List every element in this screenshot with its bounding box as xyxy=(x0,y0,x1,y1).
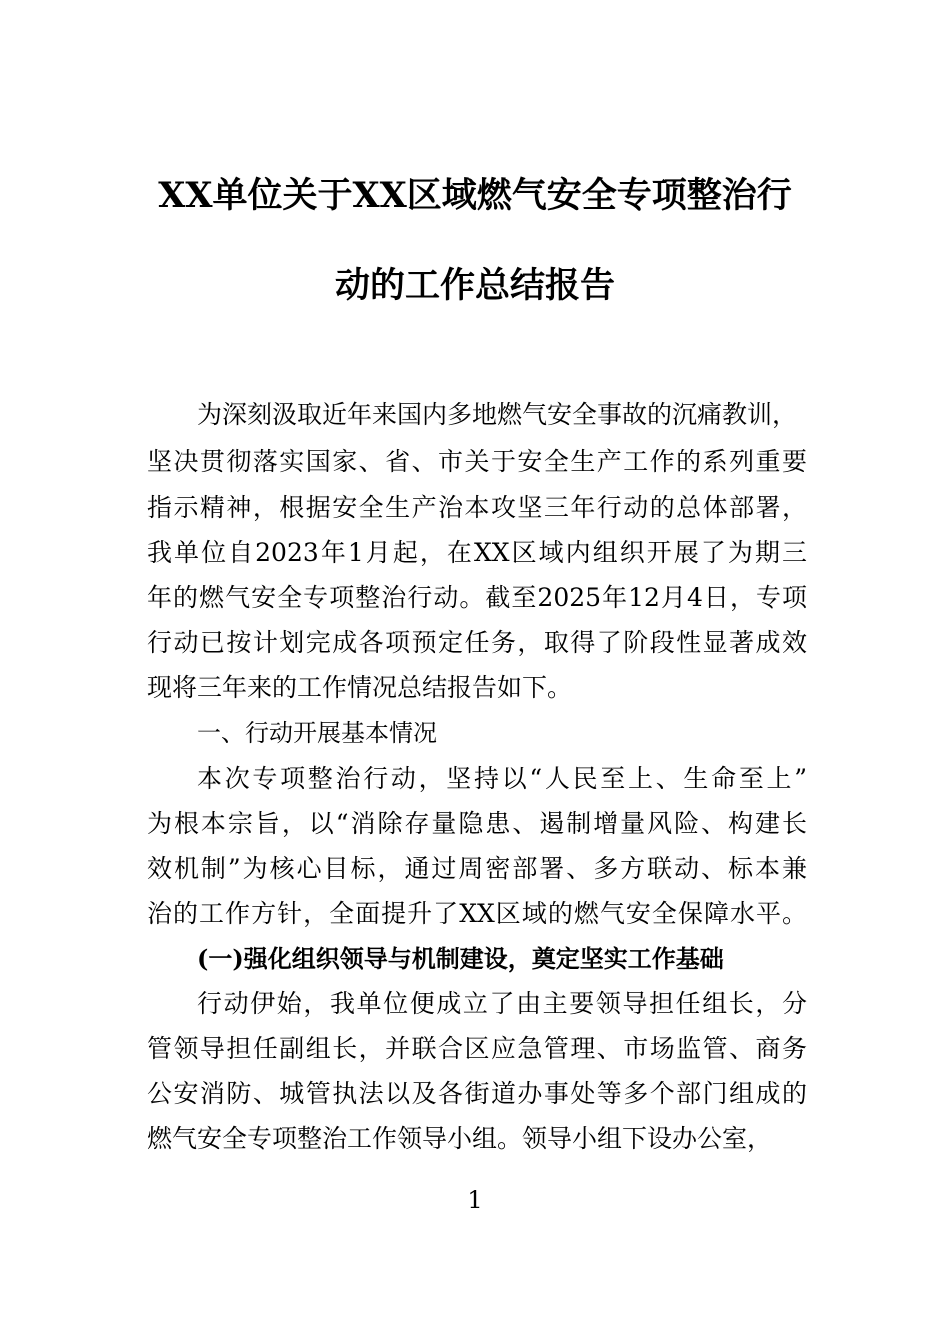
subsection-paragraph-line: 公安消防、城管执法以及各街道办事处等多个部门组成的 xyxy=(147,1079,807,1108)
section-paragraph-line: 治的工作方针，全面提升了XX区域的燃气安全保障水平。 xyxy=(147,899,807,928)
intro-paragraph-line: 行动已按计划完成各项预定任务，取得了阶段性显著成效 xyxy=(147,628,807,657)
intro-paragraph-line: 为深刻汲取近年来国内多地燃气安全事故的沉痛教训， xyxy=(197,400,798,429)
section-paragraph-line: 效机制”为核心目标，通过周密部署、多方联动、标本兼 xyxy=(147,854,807,883)
intro-paragraph-line: 我单位自2023年1月起，在XX区域内组织开展了为期三 xyxy=(147,538,807,567)
page-number: 1 xyxy=(467,1186,483,1214)
subsection-paragraph-line: 管领导担任副组长，并联合区应急管理、市场监管、商务 xyxy=(147,1034,807,1063)
document-title-line-1: XX单位关于XX区域燃气安全专项整治行 xyxy=(158,175,792,216)
intro-paragraph-line: 现将三年来的工作情况总结报告如下。 xyxy=(147,673,573,702)
section-paragraph-line: 为根本宗旨，以“消除存量隐患、遏制增量风险、构建长 xyxy=(147,809,807,838)
document-title-line-2: 动的工作总结报告 xyxy=(334,265,615,306)
intro-paragraph-line: 坚决贯彻落实国家、省、市关于安全生产工作的系列重要 xyxy=(147,447,807,476)
section-heading: 一、行动开展基本情况 xyxy=(197,719,437,747)
subsection-paragraph-line: 燃气安全专项整治工作领导小组。领导小组下设办公室， xyxy=(147,1124,773,1153)
subsection-heading: (一)强化组织领导与机制建设，奠定坚实工作基础 xyxy=(197,944,724,973)
intro-paragraph-line: 指示精神，根据安全生产治本攻坚三年行动的总体部署， xyxy=(147,493,807,522)
section-paragraph-line: 本次专项整治行动，坚持以“人民至上、生命至上” xyxy=(197,764,807,793)
intro-paragraph-line: 年的燃气安全专项整治行动。截至2025年12月4日，专项 xyxy=(147,583,807,612)
subsection-paragraph-line: 行动伊始，我单位便成立了由主要领导担任组长，分 xyxy=(197,989,807,1018)
